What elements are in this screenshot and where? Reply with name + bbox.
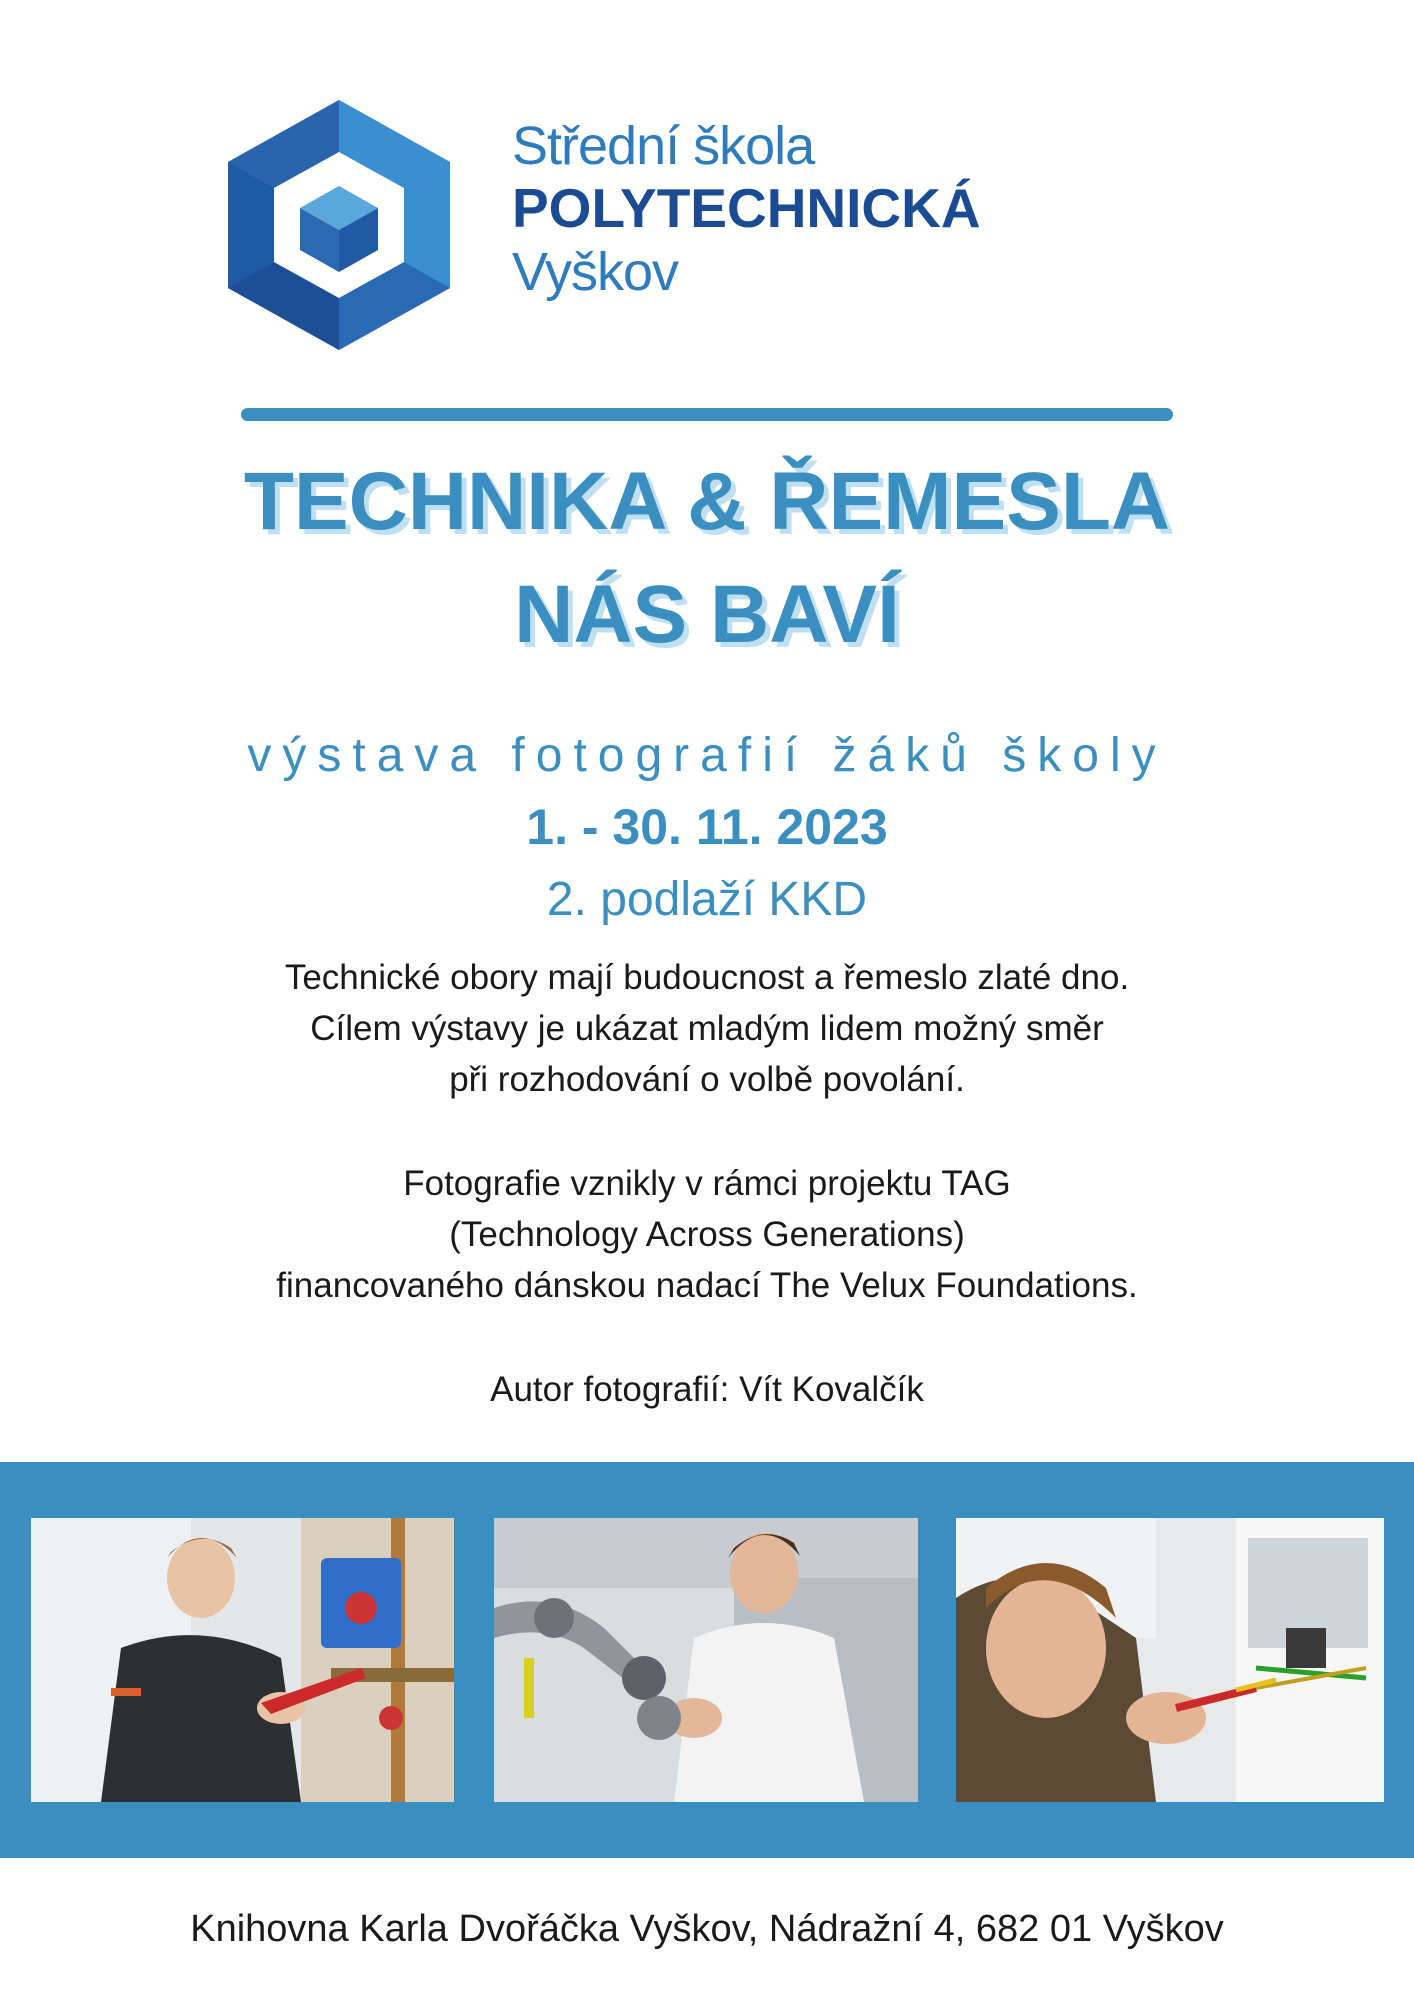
photo-student-plumbing	[31, 1518, 454, 1802]
venue-floor: 2. podlaží KKD	[546, 873, 868, 926]
divider	[241, 408, 1173, 421]
photo-student-electrical	[956, 1518, 1384, 1802]
project-line: financovaného dánskou nadací The Velux Foundations.	[276, 1266, 1138, 1305]
headline-line2: NÁS BAVÍ	[514, 569, 900, 660]
school-logo-icon	[228, 100, 450, 350]
school-name-line2: POLYTECHNICKÁ	[512, 177, 981, 239]
exhibition-subtitle: výstava fotografií žáků školy	[247, 729, 1167, 782]
photo-student-robot	[494, 1518, 918, 1802]
description-line: Cílem výstavy je ukázat mladým lidem možný směr	[310, 1009, 1104, 1048]
description-paragraph	[0, 952, 1414, 1105]
project-line: (Technology Across Generations)	[449, 1215, 965, 1254]
venue-address: Knihovna Karla Dvořáčka Vyškov, Nádražní 4, 682 01 Vyškov	[190, 1908, 1224, 1950]
exhibition-date: 1. - 30. 11. 2023	[526, 799, 888, 855]
school-name	[512, 115, 981, 305]
project-line: Fotografie vznikly v rámci projektu TAG	[403, 1164, 1011, 1203]
school-name-line3: Vyškov	[512, 242, 679, 302]
photo-author: Autor fotografií: Vít Kovalčík	[490, 1370, 924, 1409]
school-name-line1: Střední škola	[512, 116, 815, 176]
description-line: Technické obory mají budoucnost a řemeslo zlaté dno.	[284, 958, 1130, 997]
project-paragraph	[0, 1158, 1414, 1311]
photo-band	[0, 1462, 1414, 1858]
description-line: při rozhodování o volbě povolání.	[449, 1060, 965, 1099]
headline-line1: TECHNIKA & ŘEMESLA	[243, 456, 1171, 547]
